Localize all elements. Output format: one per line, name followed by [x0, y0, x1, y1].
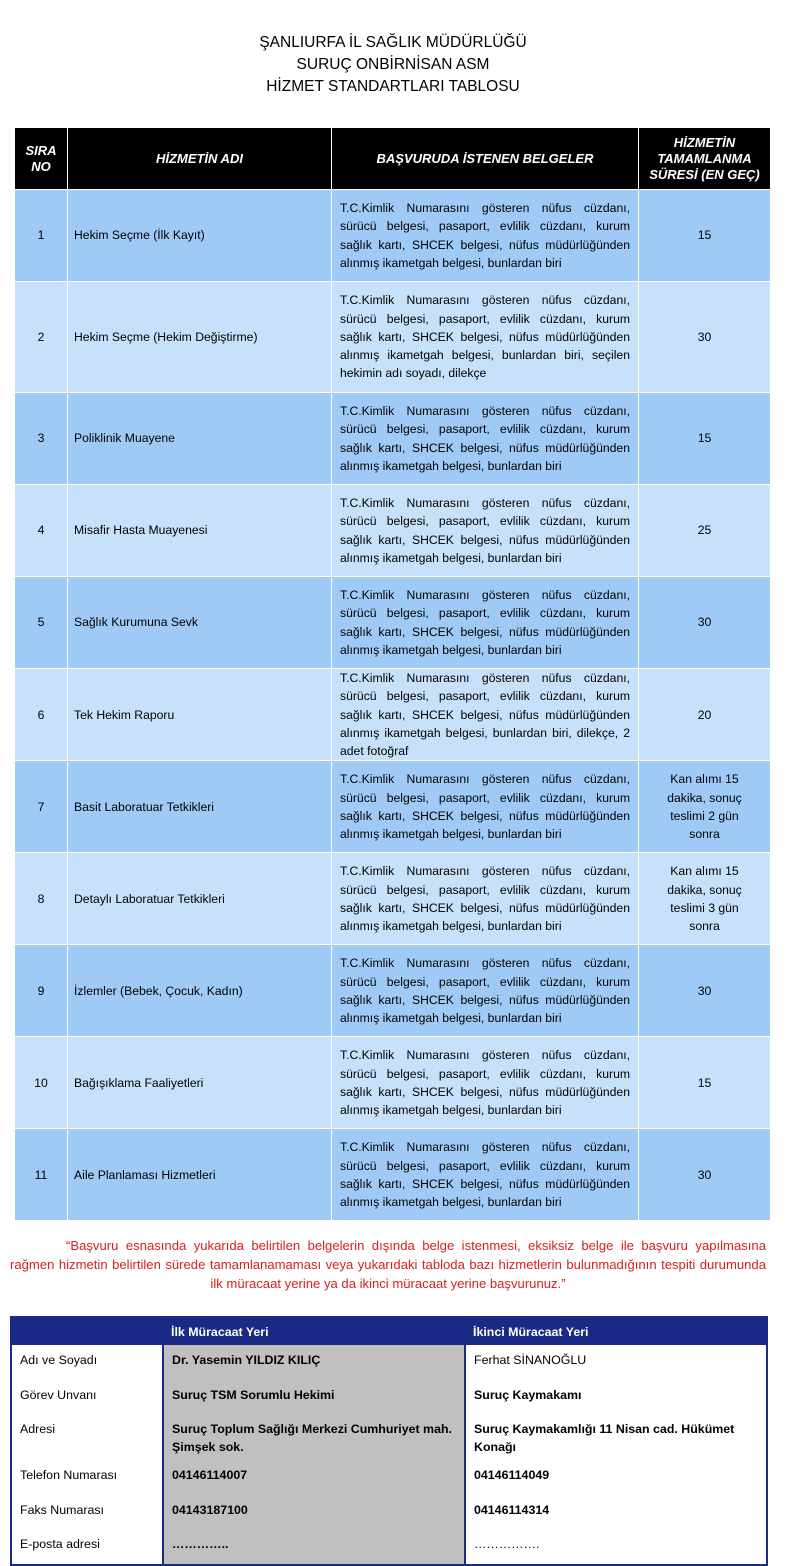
required-documents: T.C.Kimlik Numarasını gösteren nüfus cüzdanı, sürücü belgesi, pasaport, evlilik cüzdanı, kurum sağlık kartı, SHCEK belgesi, nüfus müdürlüğünden alınmış ikametgah belgesi, bunlardan biri	[332, 853, 639, 945]
service-name: Basit Laboratuar Tetkikleri	[68, 761, 332, 853]
completion-time: Kan alımı 15 dakika, sonuç teslimi 3 gün sonra	[639, 853, 771, 945]
service-name: Sağlık Kurumuna Sevk	[68, 577, 332, 669]
required-documents: T.C.Kimlik Numarasını gösteren nüfus cüzdanı, sürücü belgesi, pasaport, evlilik cüzdanı, kurum sağlık kartı, SHCEK belgesi, nüfus müdürlüğünden alınmış ikametgah belgesi, bunlardan biri	[332, 1129, 639, 1221]
first-office-value: Suruç Toplum Sağlığı Merkezi Cumhuriyet mah. Şimşek sok.	[163, 1414, 465, 1460]
document-title	[0, 32, 786, 98]
row-number: 6	[15, 669, 68, 761]
service-name: Bağışıklama Faaliyetleri	[68, 1037, 332, 1129]
contact-header-first: İlk Müracaat Yeri	[163, 1317, 465, 1345]
service-name: Hekim Seçme (Hekim Değiştirme)	[68, 282, 332, 393]
service-name: Detaylı Laboratuar Tetkikleri	[68, 853, 332, 945]
first-office-value: 04146114007	[163, 1460, 465, 1495]
table-row	[15, 1037, 771, 1129]
row-number: 2	[15, 282, 68, 393]
table-row	[15, 761, 771, 853]
first-office-value: Dr. Yasemin YILDIZ KILIÇ	[163, 1345, 465, 1380]
required-documents: T.C.Kimlik Numarasını gösteren nüfus cüzdanı, sürücü belgesi, pasaport, evlilik cüzdanı, kurum sağlık kartı, SHCEK belgesi, nüfus müdürlüğünden alınmış ikametgah belgesi, bunlardan biri, dilekçe, 2 adet fotoğraf	[332, 669, 639, 761]
table-row	[15, 945, 771, 1037]
completion-time: 25	[639, 485, 771, 577]
contact-label: Adresi	[20, 1422, 56, 1436]
row-number: 4	[15, 485, 68, 577]
table-row	[15, 393, 771, 485]
contact-row	[11, 1345, 767, 1380]
service-standards-table	[14, 127, 771, 1221]
table-row	[15, 190, 771, 282]
contact-row	[11, 1460, 767, 1495]
contact-row	[11, 1529, 767, 1565]
column-header-completion-time: HİZMETİN TAMAMLANMA SÜRESİ (EN GEÇ)	[639, 128, 771, 190]
contact-label: Görev Unvanı	[20, 1387, 97, 1402]
completion-time: 20	[639, 669, 771, 761]
second-office-value: 04146114314	[474, 1502, 550, 1517]
contact-row	[11, 1380, 767, 1415]
second-office-value: Suruç Kaymakamı	[474, 1387, 582, 1402]
row-number: 10	[15, 1037, 68, 1129]
contact-label: Adı ve Soyadı	[20, 1353, 98, 1367]
required-documents: T.C.Kimlik Numarasını gösteren nüfus cüzdanı, sürücü belgesi, pasaport, evlilik cüzdanı, kurum sağlık kartı, SHCEK belgesi, nüfus müdürlüğünden alınmış ikametgah belgesi, bunlardan biri	[332, 393, 639, 485]
row-number: 3	[15, 393, 68, 485]
table-row	[15, 282, 771, 393]
service-name: Poliklinik Muayene	[68, 393, 332, 485]
completion-time: Kan alımı 15 dakika, sonuç teslimi 2 gün sonra	[639, 761, 771, 853]
service-name: Aile Planlaması Hizmetleri	[68, 1129, 332, 1221]
contact-label: Telefon Numarası	[20, 1468, 118, 1482]
table-row	[15, 1129, 771, 1221]
row-number: 11	[15, 1129, 68, 1221]
required-documents: T.C.Kimlik Numarasını gösteren nüfus cüzdanı, sürücü belgesi, pasaport, evlilik cüzdanı, kurum sağlık kartı, SHCEK belgesi, nüfus müdürlüğünden alınmış ikametgah belgesi, bunlardan biri	[332, 485, 639, 577]
complaint-notice-text: “Başvuru esnasında yukarıda belirtilen belgelerin dışında belge istenmesi, eksiksiz belge ile başvuru yapılmasına rağmen hizmetin belirtilen sürede tamamlanamaması veya yukarıdaki tabloda bazı hizmetlerin bulunmadığının tespiti durumunda ilk müracaat yerine ya da ikinci müracaat yerine başvurunuz.”	[10, 1238, 766, 1291]
table-row	[15, 485, 771, 577]
title-line-2: SURUÇ ONBİRNİSAN ASM	[296, 56, 490, 73]
title-line-1: ŞANLIURFA İL SAĞLIK MÜDÜRLÜĞÜ	[259, 34, 527, 51]
contact-label: E-posta adresi	[20, 1537, 100, 1551]
first-office-value: Suruç TSM Sorumlu Hekimi	[163, 1380, 465, 1415]
contact-header-row	[11, 1317, 767, 1345]
table-row	[15, 853, 771, 945]
table-row	[15, 669, 771, 761]
completion-time: 15	[639, 1037, 771, 1129]
second-office-value: …………….	[474, 1537, 540, 1551]
service-name: Hekim Seçme (İlk Kayıt)	[68, 190, 332, 282]
completion-time: 15	[639, 190, 771, 282]
column-header-sira-no: SIRA NO	[15, 128, 68, 190]
completion-time: 30	[639, 282, 771, 393]
contact-header-blank	[11, 1317, 163, 1345]
required-documents: T.C.Kimlik Numarasını gösteren nüfus cüzdanı, sürücü belgesi, pasaport, evlilik cüzdanı, kurum sağlık kartı, SHCEK belgesi, nüfus müdürlüğünden alınmış ikametgah belgesi, bunlardan biri	[332, 761, 639, 853]
service-name: İzlemler (Bebek, Çocuk, Kadın)	[68, 945, 332, 1037]
table-row	[15, 577, 771, 669]
first-office-value: …………..	[163, 1529, 465, 1565]
completion-time: 30	[639, 577, 771, 669]
contact-row	[11, 1414, 767, 1460]
completion-time: 30	[639, 945, 771, 1037]
title-line-3: HİZMET STANDARTLARI TABLOSU	[266, 78, 520, 95]
complaint-notice	[10, 1236, 766, 1293]
required-documents: T.C.Kimlik Numarasını gösteren nüfus cüzdanı, sürücü belgesi, pasaport, evlilik cüzdanı, kurum sağlık kartı, SHCEK belgesi, nüfus müdürlüğünden alınmış ikametgah belgesi, bunlardan biri, seçilen hekimin adı soyadı, dilekçe	[332, 282, 639, 393]
column-header-documents: BAŞVURUDA İSTENEN BELGELER	[332, 128, 639, 190]
contact-header-second: İkinci Müracaat Yeri	[465, 1317, 767, 1345]
required-documents: T.C.Kimlik Numarasını gösteren nüfus cüzdanı, sürücü belgesi, pasaport, evlilik cüzdanı, kurum sağlık kartı, SHCEK belgesi, nüfus müdürlüğünden alınmış ikametgah belgesi, bunlardan biri	[332, 577, 639, 669]
first-office-value: 04143187100	[163, 1495, 465, 1530]
row-number: 9	[15, 945, 68, 1037]
row-number: 1	[15, 190, 68, 282]
contact-label: Faks Numarası	[20, 1502, 104, 1517]
service-name: Misafir Hasta Muayenesi	[68, 485, 332, 577]
row-number: 8	[15, 853, 68, 945]
completion-time: 15	[639, 393, 771, 485]
required-documents: T.C.Kimlik Numarasını gösteren nüfus cüzdanı, sürücü belgesi, pasaport, evlilik cüzdanı, kurum sağlık kartı, SHCEK belgesi, nüfus müdürlüğünden alınmış ikametgah belgesi, bunlardan biri	[332, 190, 639, 282]
required-documents: T.C.Kimlik Numarasını gösteren nüfus cüzdanı, sürücü belgesi, pasaport, evlilik cüzdanı, kurum sağlık kartı, SHCEK belgesi, nüfus müdürlüğünden alınmış ikametgah belgesi, bunlardan biri	[332, 945, 639, 1037]
column-header-name: HİZMETİN ADI	[68, 128, 332, 190]
service-name: Tek Hekim Raporu	[68, 669, 332, 761]
row-number: 5	[15, 577, 68, 669]
row-number: 7	[15, 761, 68, 853]
second-office-value: Ferhat SİNANOĞLU	[474, 1353, 587, 1367]
required-documents: T.C.Kimlik Numarasını gösteren nüfus cüzdanı, sürücü belgesi, pasaport, evlilik cüzdanı, kurum sağlık kartı, SHCEK belgesi, nüfus müdürlüğünden alınmış ikametgah belgesi, bunlardan biri	[332, 1037, 639, 1129]
contact-row	[11, 1495, 767, 1530]
completion-time: 30	[639, 1129, 771, 1221]
second-office-value: Suruç Kaymakamlığı 11 Nisan cad. Hükümet Konağı	[474, 1422, 735, 1454]
second-office-value: 04146114049	[474, 1468, 550, 1482]
table-header-row	[15, 128, 771, 190]
contact-table	[10, 1316, 768, 1566]
